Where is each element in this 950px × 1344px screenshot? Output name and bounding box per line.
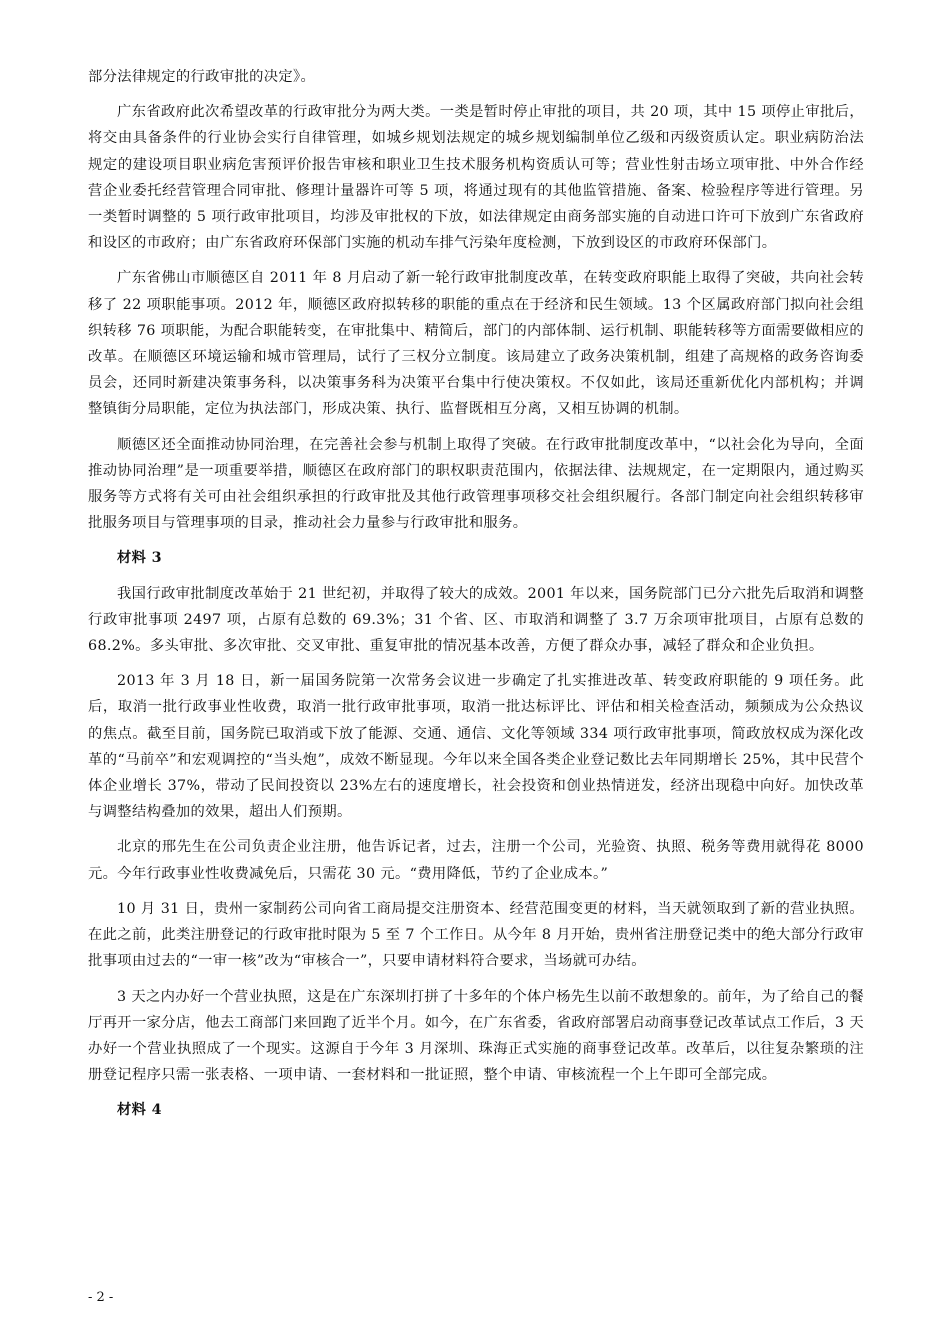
paragraph-state-council-tasks: 2013 年 3 月 18 日，新一届国务院第一次常务会议进一步确定了扎实推进改革、转变政府职能的 9 项任务。此后，取消一批行政事业性收费，取消一批行政审批事项，取消一批达标评比、评估和相关检查活动，频频成为公众热议的焦点。截至目前，国务院已取消或下放了能源、交通、通信、文化等领域 334 项行政审批事项，简政放权成为深化改革的“马前卒”和宏观调控的“当头炮”，成效不断显现。今年以来全国各类企业登记数比去年同期增长 25%，其中民营个体企业增长 37%，带动了民间投资以 23%左右的速度增长，社会投资和创业热情迸发，经济出现稳中向好。加快改革与调整结构叠加的效果，超出人们预期。 xyxy=(88,673,864,821)
section-heading-material-3: 材料 3 xyxy=(117,550,162,567)
paragraph-continuation: 部分法律规定的行政审批的决定》。 xyxy=(88,69,316,85)
paragraph-shunde-collaborative-governance: 顺德区还全面推动协同治理，在完善社会参与机制上取得了突破。在行政审批制度改革中，“以社会化为导向，全面推动协同治理”是一项重要举措，顺德区在政府部门的职权职责范围内，依据法律、法规规定，在一定期限内，通过购买服务等方式将有关可由社会组织承担的行政审批及其他行政管理事项移交社会组织履行。各部门制定向社会组织转移审批服务项目与管理事项的目录，推动社会力量参与行政审批和服务。 xyxy=(88,436,864,532)
page-number: - 2 - xyxy=(88,1290,114,1305)
paragraph-guizhou-license: 10 月 31 日，贵州一家制药公司向省工商局提交注册资本、经营范围变更的材料，当天就领取到了新的营业执照。在此之前，此类注册登记的行政审批时限为 5 至 7 个工作日。从今年 8 月开始，贵州省注册登记类中的绝大部分行政审批事项由过去的“一审一核”改为“审核合一”，只要申请材料符合要求，当场就可办结。 xyxy=(88,900,864,970)
paragraph-beijing-registration: 北京的邢先生在公司负责企业注册，他告诉记者，过去，注册一个公司，光验资、执照、税务等费用就得花 8000 元。今年行政事业性收费减免后，只需花 30 元。“费用降低，节约了企业成本。” xyxy=(88,839,864,882)
paragraph-shenzhen-business-registration: 3 天之内办好一个营业执照，这是在广东深圳打拼了十多年的个体户杨先生以前不敢想象的。前年，为了给自己的餐厅再开一家分店，他去工商部门来回跑了近半个月。如今，在广东省委，省政府部署启动商事登记改革试点工作后，3 天办好一个营业执照成了一个现实。这源自于今年 3 月深圳、珠海正式实施的商事登记改革。改革后，以往复杂繁琐的注册登记程序只需一张表格、一项申请、一套材料和一批证照，整个申请、审核流程一个上午即可全部完成。 xyxy=(88,988,864,1084)
section-heading-material-4: 材料 4 xyxy=(117,1102,162,1119)
paragraph-national-reform-results: 我国行政审批制度改革始于 21 世纪初，并取得了较大的成效。2001 年以来，国务院部门已分六批先后取消和调整行政审批事项 2497 项，占原有总数的 69.3%；31 个省、区、市取消和调整了 3.7 万余项审批项目，占原有总数的 68.2%。多头审批、多次审批、交叉审批、重复审批的情况基本改善，方便了群众办事，减轻了群众和企业负担。 xyxy=(88,585,864,655)
paragraph-guangdong-approval-categories: 广东省政府此次希望改革的行政审批分为两大类。一类是暂时停止审批的项目，共 20 项，其中 15 项停止审批后，将交由具备条件的行业协会实行自律管理，如城乡规划法规定的城乡规划编制单位乙级和丙级资质认定。职业病防治法规定的建设项目职业病危害预评价报告审核和职业卫生技术服务机构资质认可等；营业性射击场立项审批、中外合作经营企业委托经营管理合同审批、修理计量器许可等 5 项，将通过现有的其他监管措施、备案、检验程序等进行管理。另一类暂时调整的 5 项行政审批项目，均涉及审批权的下放，如法律规定由商务部实施的自动进口许可下放到广东省政府和设区的市政府；由广东省政府环保部门实施的机动车排气污染年度检测，下放到设区的市政府环保部门。 xyxy=(88,104,864,252)
document-body xyxy=(88,64,864,1133)
paragraph-shunde-reform: 广东省佛山市顺德区自 2011 年 8 月启动了新一轮行政审批制度改革，在转变政府职能上取得了突破，共向社会转移了 22 项职能事项。2012 年，顺德区政府拟转移的职能的重点在于经济和民生领域。13 个区属政府部门拟向社会组织转移 76 项职能，为配合职能转变，在审批集中、精简后，部门的内部体制、运行机制、职能转移等方面需要做相应的改革。在顺德区环境运输和城市管理局，试行了三权分立制度。该局建立了政务决策机制，组建了高规格的政务咨询委员会，还同时新建决策事务科，以决策事务科为决策平台集中行使决策权。不仅如此，该局还重新优化内部机构；并调整镇街分局职能，定位为执法部门，形成决策、执行、监督既相互分离，又相互协调的机制。 xyxy=(88,270,864,418)
